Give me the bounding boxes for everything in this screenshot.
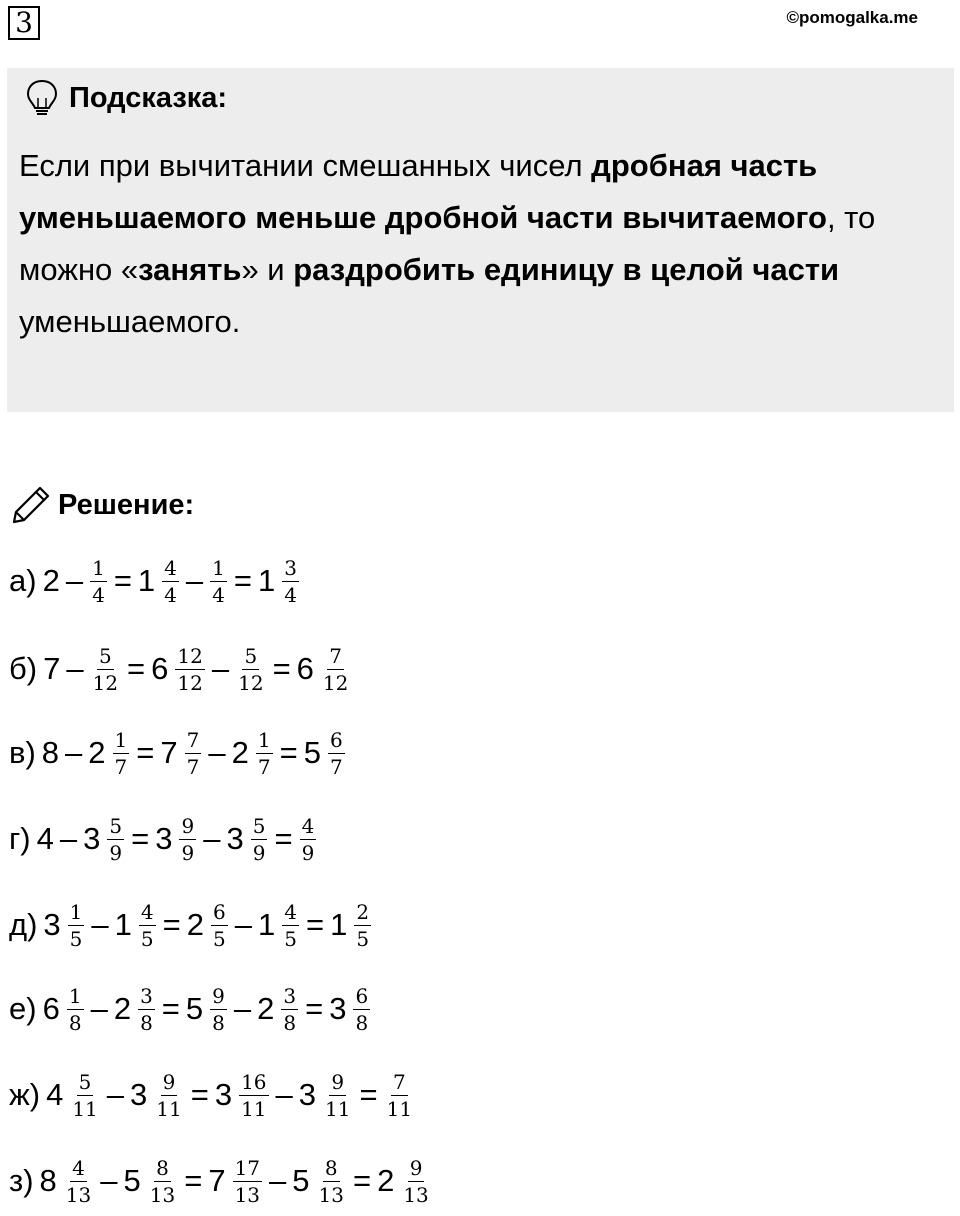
fraction (210, 983, 227, 1036)
denominator: 8 (283, 1010, 297, 1035)
denominator: 4 (212, 582, 225, 607)
denominator: 5 (140, 926, 154, 951)
operator: – (65, 735, 83, 770)
mixed-number (254, 983, 302, 1036)
numerator: 5 (252, 813, 266, 838)
fraction (154, 1069, 183, 1122)
mixed-number (223, 813, 271, 866)
whole-part: 5 (185, 991, 204, 1026)
denominator: 13 (234, 1182, 261, 1207)
whole-part: 4 (36, 821, 54, 856)
denominator: 11 (156, 1096, 182, 1121)
numerator: 8 (324, 1155, 338, 1180)
operator: = (274, 821, 293, 856)
equation-label: в) (9, 735, 36, 770)
mixed-number (87, 643, 124, 696)
numerator: 1 (257, 727, 271, 752)
whole-part: 2 (42, 563, 60, 598)
mixed-number (85, 727, 133, 780)
equation-row (6, 546, 303, 616)
fraction (256, 727, 273, 780)
fraction (210, 555, 227, 608)
denominator: 11 (386, 1096, 413, 1121)
whole-part: 7 (160, 735, 178, 770)
denominator: 13 (149, 1182, 176, 1207)
fraction (211, 899, 228, 952)
operator: – (59, 821, 78, 856)
whole-part: 6 (296, 651, 314, 686)
mixed-number (157, 727, 205, 780)
mixed-number (148, 643, 209, 696)
operator: – (275, 1077, 293, 1112)
whole-part: 2 (186, 907, 204, 942)
mixed-number (232, 643, 269, 696)
whole-part: 8 (41, 735, 60, 770)
fraction (179, 813, 196, 866)
denominator: 12 (322, 670, 349, 695)
denominator: 5 (284, 926, 297, 951)
hint-segment: » и (241, 252, 294, 287)
numerator: 5 (98, 643, 112, 668)
numerator: 6 (213, 899, 226, 924)
denominator: 11 (72, 1096, 98, 1121)
numerator: 3 (140, 983, 153, 1008)
whole-part: 3 (43, 907, 61, 942)
operator: – (90, 991, 108, 1026)
denominator: 4 (164, 582, 177, 607)
equation-row (6, 974, 374, 1044)
fraction (233, 1155, 262, 1208)
mixed-number (296, 813, 321, 866)
whole-number (40, 563, 63, 599)
whole-part: 5 (303, 735, 321, 770)
fraction (67, 983, 84, 1036)
whole-part: 7 (208, 1163, 226, 1198)
denominator: 7 (257, 754, 271, 779)
operator: = (305, 907, 325, 942)
fraction (113, 727, 130, 780)
whole-part: 3 (329, 991, 347, 1026)
mixed-number (255, 899, 303, 952)
whole-number (40, 651, 63, 687)
operator: – (66, 651, 84, 686)
denominator: 13 (318, 1182, 344, 1207)
mixed-number (40, 899, 88, 952)
whole-part: 2 (113, 991, 132, 1026)
numerator: 12 (177, 643, 203, 668)
denominator: 5 (69, 926, 83, 951)
fraction (401, 1155, 430, 1208)
fraction (236, 643, 265, 696)
equation-row (6, 634, 354, 704)
whole-part: 3 (298, 1077, 317, 1112)
task-number: 3 (8, 6, 40, 40)
operator: = (352, 1163, 372, 1198)
operator: = (233, 563, 252, 598)
pencil-icon (10, 484, 52, 526)
fraction (185, 727, 202, 780)
denominator: 8 (355, 1010, 369, 1035)
fraction (300, 813, 317, 866)
fraction (281, 983, 298, 1036)
operator: – (233, 991, 252, 1026)
numerator: 1 (92, 555, 105, 580)
operator: – (100, 1163, 118, 1198)
mixed-number (183, 983, 231, 1036)
equation-label: г) (9, 821, 31, 856)
numerator: 17 (234, 1155, 261, 1180)
operator: – (269, 1163, 287, 1198)
equation-label: з) (9, 1163, 34, 1198)
operator: = (359, 1077, 378, 1112)
mixed-number (121, 1155, 182, 1208)
operator: = (162, 907, 181, 942)
equation-label: ж) (9, 1077, 41, 1112)
numerator: 9 (409, 1155, 423, 1180)
mixed-number (205, 1155, 266, 1208)
whole-part: 1 (257, 907, 276, 942)
whole-part: 2 (257, 991, 275, 1026)
whole-part: 1 (258, 563, 276, 598)
fraction (317, 1155, 346, 1208)
mixed-number (212, 1069, 273, 1122)
numerator: 6 (355, 983, 369, 1008)
numerator: 5 (109, 813, 123, 838)
whole-part: 1 (137, 563, 156, 598)
solution-title: Решение: (58, 488, 195, 521)
whole-part: 6 (151, 651, 169, 686)
hint-segment: уменьшаемого. (19, 304, 241, 339)
denominator: 12 (92, 670, 119, 695)
numerator: 4 (301, 813, 315, 838)
operator: = (136, 735, 155, 770)
mixed-number (289, 1155, 350, 1208)
mixed-number (229, 727, 277, 780)
denominator: 12 (238, 670, 264, 695)
mixed-number (301, 727, 349, 780)
operator: – (208, 735, 226, 770)
solution-header (10, 484, 194, 526)
mixed-number (43, 1069, 104, 1122)
denominator: 8 (212, 1010, 225, 1035)
mixed-number (127, 1069, 188, 1122)
mixed-number (294, 643, 355, 696)
fraction (70, 1069, 99, 1122)
operator: = (305, 991, 324, 1026)
mixed-number (86, 555, 111, 608)
fraction (175, 643, 204, 696)
mixed-number (381, 1069, 418, 1122)
numerator: 3 (284, 555, 297, 580)
mixed-number (135, 555, 183, 608)
operator: = (113, 563, 132, 598)
numerator: 4 (72, 1155, 85, 1180)
fraction (148, 1155, 177, 1208)
whole-part: 6 (42, 991, 60, 1026)
denominator: 9 (181, 840, 195, 865)
numerator: 2 (356, 899, 370, 924)
hint-box (7, 68, 954, 412)
equation-label: е) (9, 991, 37, 1026)
watermark: ©pomogalka.me (786, 8, 918, 27)
numerator: 5 (244, 643, 258, 668)
operator: = (127, 651, 146, 686)
mixed-number (184, 899, 232, 952)
whole-part: 7 (43, 651, 61, 686)
mixed-number (111, 983, 159, 1036)
denominator: 8 (68, 1010, 82, 1035)
mixed-number (80, 813, 128, 866)
numerator: 7 (392, 1069, 406, 1094)
denominator: 9 (252, 840, 266, 865)
fraction (139, 899, 156, 952)
whole-part: 8 (39, 1163, 57, 1198)
hint-header (25, 78, 227, 118)
denominator: 11 (325, 1096, 351, 1121)
numerator: 6 (329, 727, 343, 752)
equation-row (6, 718, 349, 788)
numerator: 1 (212, 555, 225, 580)
mixed-number (374, 1155, 435, 1208)
mixed-number (326, 983, 374, 1036)
numerator: 3 (283, 983, 297, 1008)
fraction (321, 643, 350, 696)
operator: = (161, 991, 180, 1026)
denominator: 9 (301, 840, 315, 865)
mixed-number (255, 555, 303, 608)
numerator: 4 (164, 555, 177, 580)
numerator: 9 (181, 813, 195, 838)
operator: – (234, 907, 252, 942)
fraction (107, 813, 124, 866)
operator: = (184, 1163, 203, 1198)
hint-segment: , то можно « (19, 200, 876, 287)
equation-label: а) (9, 563, 37, 598)
fraction (385, 1069, 414, 1122)
whole-number (34, 821, 57, 857)
fraction (282, 899, 299, 952)
mixed-number (37, 1155, 98, 1208)
fraction (282, 555, 299, 608)
denominator: 5 (213, 926, 226, 951)
denominator: 7 (329, 754, 343, 779)
hint-text (19, 140, 934, 348)
whole-part: 3 (155, 821, 173, 856)
operator: – (91, 907, 109, 942)
operator: – (211, 651, 230, 686)
operator: = (190, 1077, 209, 1112)
mixed-number (112, 899, 160, 952)
operator: – (106, 1077, 125, 1112)
whole-part: 1 (330, 907, 348, 942)
fraction (68, 899, 85, 952)
numerator: 4 (140, 899, 154, 924)
whole-part: 5 (123, 1163, 141, 1198)
fraction (354, 899, 371, 952)
lightbulb-icon (25, 78, 59, 118)
whole-part: 5 (292, 1163, 310, 1198)
numerator: 16 (241, 1069, 267, 1094)
denominator: 12 (177, 670, 203, 695)
denominator: 9 (109, 840, 123, 865)
whole-part: 3 (130, 1077, 148, 1112)
mixed-number (152, 813, 200, 866)
operator: = (272, 651, 291, 686)
whole-part: 2 (231, 735, 249, 770)
denominator: 5 (356, 926, 370, 951)
operator: – (65, 563, 84, 598)
hint-segment: Если при вычитании смешанных чисел (19, 148, 592, 183)
equation-row (6, 1146, 435, 1216)
hint-segment: дробная часть уменьшаемого меньше дробной части вычитаемого (19, 148, 827, 235)
numerator: 5 (78, 1069, 92, 1094)
fraction (138, 983, 155, 1036)
whole-part: 3 (83, 821, 101, 856)
equation-label: б) (9, 651, 38, 686)
fraction (251, 813, 268, 866)
numerator: 1 (114, 727, 128, 752)
denominator: 8 (140, 1010, 153, 1035)
mixed-number (206, 555, 231, 608)
numerator: 9 (331, 1069, 345, 1094)
fraction (353, 983, 370, 1036)
numerator: 8 (156, 1155, 169, 1180)
numerator: 7 (329, 643, 343, 668)
fraction (90, 555, 107, 608)
whole-part: 1 (114, 907, 132, 942)
mixed-number (327, 899, 375, 952)
numerator: 9 (162, 1069, 176, 1094)
fraction (162, 555, 179, 608)
equation-label: д) (9, 907, 38, 942)
operator: – (185, 563, 204, 598)
hint-title: Подсказка: (69, 81, 228, 114)
fraction (91, 643, 120, 696)
denominator: 4 (92, 582, 105, 607)
denominator: 7 (186, 754, 200, 779)
denominator: 7 (114, 754, 128, 779)
operator: – (203, 821, 221, 856)
denominator: 13 (65, 1182, 92, 1207)
whole-part: 4 (46, 1077, 64, 1112)
denominator: 13 (403, 1182, 429, 1207)
whole-part: 3 (226, 821, 244, 856)
denominator: 4 (284, 582, 297, 607)
mixed-number (40, 983, 88, 1036)
fraction (323, 1069, 352, 1122)
whole-part: 2 (377, 1163, 395, 1198)
numerator: 9 (212, 983, 225, 1008)
hint-segment: занять (138, 252, 242, 287)
numerator: 7 (186, 727, 200, 752)
numerator: 4 (284, 899, 297, 924)
fraction (328, 727, 345, 780)
numerator: 1 (69, 899, 83, 924)
whole-part: 2 (88, 735, 106, 770)
denominator: 11 (241, 1096, 267, 1121)
fraction (239, 1069, 268, 1122)
equation-row (6, 890, 375, 960)
equation-row (6, 1060, 418, 1130)
operator: = (279, 735, 298, 770)
hint-segment: раздробить единицу в целой части (293, 252, 840, 287)
operator: = (131, 821, 150, 856)
equation-row (6, 804, 320, 874)
mixed-number (296, 1069, 357, 1122)
whole-part: 3 (214, 1077, 233, 1112)
fraction (64, 1155, 93, 1208)
numerator: 1 (68, 983, 82, 1008)
whole-number (39, 735, 62, 771)
